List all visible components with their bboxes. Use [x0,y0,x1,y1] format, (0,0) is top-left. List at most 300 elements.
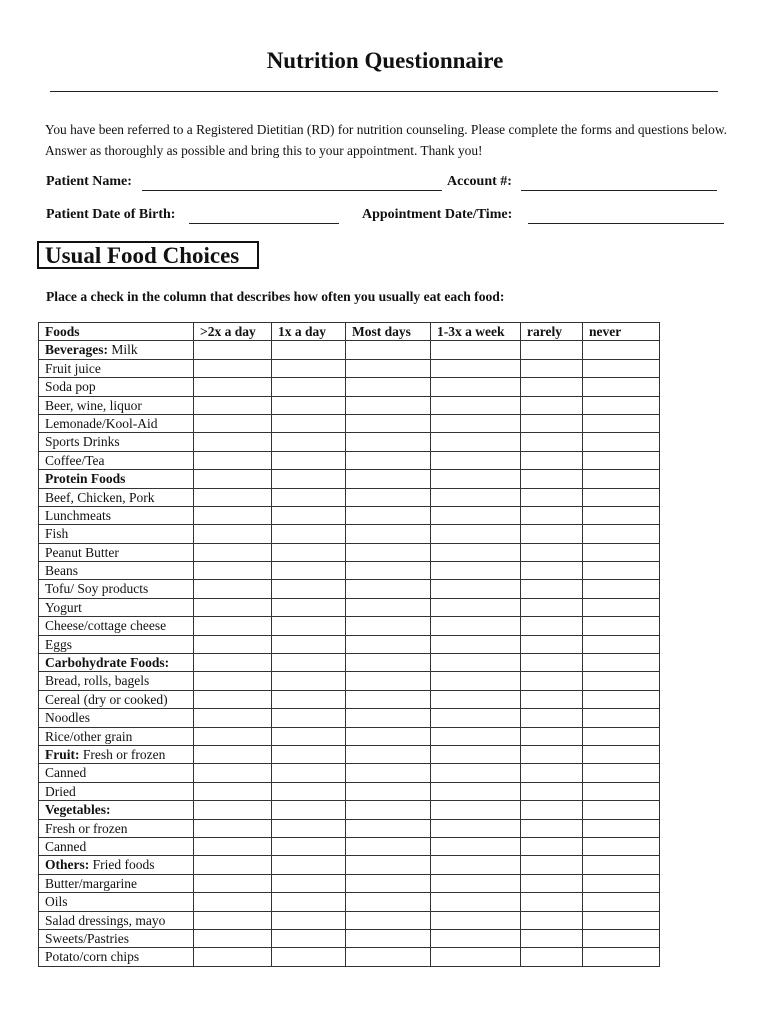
check-cell-rarely[interactable] [521,562,583,580]
food-name-cell [39,948,194,966]
check-cell-rarely[interactable] [521,837,583,855]
food-item-label: Milk [107,342,138,358]
check-cell-most-days[interactable] [346,874,431,892]
food-name-cell [39,580,194,598]
check-cell-1x-day[interactable] [272,506,346,524]
check-cell-never[interactable] [583,617,660,635]
check-cell-rarely[interactable] [521,635,583,653]
check-cell-2x-day[interactable] [194,837,272,855]
food-name-cell [39,598,194,616]
check-cell-2x-day[interactable] [194,635,272,653]
check-cell-1-3x-week[interactable] [431,414,521,432]
check-cell-never[interactable] [583,433,660,451]
table-row [39,506,660,524]
col-header-most-days: Most days [346,323,431,341]
check-cell-2x-day[interactable] [194,672,272,690]
check-cell-1x-day[interactable] [272,414,346,432]
check-cell-1x-day[interactable] [272,562,346,580]
check-cell-rarely[interactable] [521,396,583,414]
check-cell-1x-day[interactable] [272,543,346,561]
check-cell-1-3x-week[interactable] [431,911,521,929]
check-cell-most-days[interactable] [346,433,431,451]
check-cell-rarely[interactable] [521,506,583,524]
check-cell-rarely[interactable] [521,378,583,396]
food-category-label: Beverages: [45,342,108,358]
check-cell-most-days[interactable] [346,580,431,598]
check-cell-1-3x-week[interactable] [431,598,521,616]
check-cell-2x-day[interactable] [194,506,272,524]
check-cell-1x-day[interactable] [272,819,346,837]
col-header-1-3x-week: 1-3x a week [431,323,521,341]
check-cell-2x-day[interactable] [194,819,272,837]
check-cell-never[interactable] [583,598,660,616]
check-cell-1-3x-week[interactable] [431,837,521,855]
check-cell-2x-day[interactable] [194,617,272,635]
check-cell-rarely[interactable] [521,929,583,947]
food-category-label: Carbohydrate Foods: [45,655,170,671]
food-name-cell [39,470,194,488]
check-cell-most-days[interactable] [346,562,431,580]
check-cell-1-3x-week[interactable] [431,690,521,708]
table-row [39,801,660,819]
account-field[interactable] [521,190,717,191]
table-row [39,359,660,377]
dob-field[interactable] [189,223,339,224]
check-cell-most-days[interactable] [346,414,431,432]
check-cell-1x-day[interactable] [272,488,346,506]
food-name-cell [39,801,194,819]
check-cell-never[interactable] [583,543,660,561]
check-cell-1x-day[interactable] [272,617,346,635]
check-cell-most-days[interactable] [346,727,431,745]
check-cell-1-3x-week[interactable] [431,433,521,451]
check-cell-1x-day[interactable] [272,635,346,653]
food-item-label: Yogurt [45,599,82,615]
table-row [39,874,660,892]
check-cell-rarely[interactable] [521,598,583,616]
food-category-label: Vegetables: [45,802,111,818]
check-cell-2x-day[interactable] [194,856,272,874]
check-cell-1-3x-week[interactable] [431,341,521,359]
table-row [39,709,660,727]
check-cell-1-3x-week[interactable] [431,654,521,672]
check-cell-never[interactable] [583,856,660,874]
check-cell-never[interactable] [583,654,660,672]
appointment-field[interactable] [528,223,724,224]
check-cell-never[interactable] [583,727,660,745]
check-cell-1-3x-week[interactable] [431,470,521,488]
check-cell-1x-day[interactable] [272,654,346,672]
check-cell-1x-day[interactable] [272,837,346,855]
check-cell-most-days[interactable] [346,396,431,414]
check-cell-1-3x-week[interactable] [431,617,521,635]
table-row [39,819,660,837]
food-item-label: Cheese/cottage cheese [45,618,167,634]
check-cell-1-3x-week[interactable] [431,801,521,819]
check-cell-1x-day[interactable] [272,359,346,377]
table-instruction: Place a check in the column that describes how often you usually eat each food: [46,289,505,304]
check-cell-2x-day[interactable] [194,929,272,947]
food-item-label: Bread, rolls, bagels [45,673,150,689]
check-cell-1x-day[interactable] [272,801,346,819]
check-cell-never[interactable] [583,506,660,524]
check-cell-1x-day[interactable] [272,745,346,763]
food-item-label: Potato/corn chips [45,949,140,965]
check-cell-1x-day[interactable] [272,690,346,708]
check-cell-2x-day[interactable] [194,341,272,359]
check-cell-1-3x-week[interactable] [431,929,521,947]
table-row [39,341,660,359]
table-row [39,654,660,672]
check-cell-most-days[interactable] [346,856,431,874]
check-cell-never[interactable] [583,709,660,727]
check-cell-most-days[interactable] [346,635,431,653]
check-cell-1-3x-week[interactable] [431,672,521,690]
check-cell-2x-day[interactable] [194,433,272,451]
check-cell-rarely[interactable] [521,911,583,929]
check-cell-1-3x-week[interactable] [431,451,521,469]
dob-label: Patient Date of Birth: [46,207,176,222]
check-cell-rarely[interactable] [521,617,583,635]
check-cell-1-3x-week[interactable] [431,782,521,800]
food-name-cell [39,506,194,524]
check-cell-2x-day[interactable] [194,911,272,929]
check-cell-most-days[interactable] [346,543,431,561]
food-item-label: Oils [45,894,68,910]
table-row [39,837,660,855]
check-cell-2x-day[interactable] [194,580,272,598]
check-cell-1x-day[interactable] [272,929,346,947]
food-item-label: Beans [45,563,78,579]
check-cell-never[interactable] [583,929,660,947]
check-cell-2x-day[interactable] [194,378,272,396]
food-item-label: Fresh or frozen [79,746,166,762]
check-cell-most-days[interactable] [346,470,431,488]
check-cell-2x-day[interactable] [194,782,272,800]
check-cell-never[interactable] [583,414,660,432]
check-cell-1x-day[interactable] [272,598,346,616]
check-cell-most-days[interactable] [346,929,431,947]
check-cell-rarely[interactable] [521,764,583,782]
check-cell-1-3x-week[interactable] [431,819,521,837]
check-cell-1x-day[interactable] [272,580,346,598]
check-cell-1x-day[interactable] [272,341,346,359]
check-cell-never[interactable] [583,470,660,488]
food-item-label: Fish [45,526,69,542]
check-cell-most-days[interactable] [346,837,431,855]
check-cell-rarely[interactable] [521,525,583,543]
food-item-label: Canned [45,838,87,854]
check-cell-rarely[interactable] [521,874,583,892]
check-cell-most-days[interactable] [346,764,431,782]
check-cell-most-days[interactable] [346,488,431,506]
check-cell-1-3x-week[interactable] [431,359,521,377]
check-cell-1-3x-week[interactable] [431,874,521,892]
food-name-cell [39,451,194,469]
check-cell-1-3x-week[interactable] [431,635,521,653]
check-cell-never[interactable] [583,764,660,782]
check-cell-rarely[interactable] [521,801,583,819]
check-cell-never[interactable] [583,874,660,892]
food-name-cell [39,764,194,782]
table-row [39,543,660,561]
check-cell-most-days[interactable] [346,893,431,911]
food-category-label: Fruit: [45,746,80,762]
check-cell-rarely[interactable] [521,856,583,874]
table-row [39,470,660,488]
food-item-label: Coffee/Tea [45,452,105,468]
title-divider [50,91,718,92]
check-cell-1-3x-week[interactable] [431,745,521,763]
food-category-label: Protein Foods [45,471,126,487]
check-cell-1x-day[interactable] [272,378,346,396]
food-name-cell [39,488,194,506]
check-cell-2x-day[interactable] [194,709,272,727]
check-cell-most-days[interactable] [346,911,431,929]
food-item-label: Sports Drinks [45,434,120,450]
check-cell-rarely[interactable] [521,433,583,451]
food-item-label: Canned [45,765,87,781]
check-cell-most-days[interactable] [346,598,431,616]
check-cell-rarely[interactable] [521,690,583,708]
check-cell-rarely[interactable] [521,580,583,598]
check-cell-rarely[interactable] [521,488,583,506]
food-name-cell [39,837,194,855]
check-cell-1x-day[interactable] [272,727,346,745]
check-cell-most-days[interactable] [346,654,431,672]
check-cell-2x-day[interactable] [194,893,272,911]
check-cell-never[interactable] [583,837,660,855]
check-cell-1-3x-week[interactable] [431,543,521,561]
check-cell-never[interactable] [583,451,660,469]
check-cell-1x-day[interactable] [272,764,346,782]
check-cell-1x-day[interactable] [272,782,346,800]
check-cell-1-3x-week[interactable] [431,764,521,782]
table-row [39,378,660,396]
check-cell-most-days[interactable] [346,709,431,727]
check-cell-1-3x-week[interactable] [431,562,521,580]
check-cell-1x-day[interactable] [272,856,346,874]
check-cell-most-days[interactable] [346,801,431,819]
check-cell-never[interactable] [583,378,660,396]
col-header-2x-day: >2x a day [194,323,272,341]
check-cell-2x-day[interactable] [194,488,272,506]
table-row [39,948,660,966]
food-name-cell [39,617,194,635]
check-cell-never[interactable] [583,801,660,819]
check-cell-2x-day[interactable] [194,654,272,672]
check-cell-1-3x-week[interactable] [431,378,521,396]
check-cell-most-days[interactable] [346,690,431,708]
food-name-cell [39,819,194,837]
check-cell-1-3x-week[interactable] [431,727,521,745]
food-item-label: Rice/other grain [45,728,133,744]
food-item-label: Fresh or frozen [45,820,128,836]
food-category-label: Others: [45,857,90,873]
check-cell-never[interactable] [583,782,660,800]
table-row [39,451,660,469]
check-cell-most-days[interactable] [346,672,431,690]
account-label: Account #: [447,174,512,189]
food-item-label: Dried [45,783,76,799]
check-cell-rarely[interactable] [521,672,583,690]
check-cell-rarely[interactable] [521,782,583,800]
food-name-cell [39,433,194,451]
check-cell-2x-day[interactable] [194,562,272,580]
check-cell-1-3x-week[interactable] [431,525,521,543]
check-cell-1-3x-week[interactable] [431,856,521,874]
check-cell-rarely[interactable] [521,709,583,727]
col-header-foods: Foods [39,323,194,341]
check-cell-never[interactable] [583,635,660,653]
food-name-cell [39,672,194,690]
check-cell-1x-day[interactable] [272,451,346,469]
check-cell-rarely[interactable] [521,893,583,911]
food-name-cell [39,562,194,580]
check-cell-2x-day[interactable] [194,764,272,782]
check-cell-rarely[interactable] [521,341,583,359]
check-cell-rarely[interactable] [521,819,583,837]
check-cell-rarely[interactable] [521,470,583,488]
check-cell-never[interactable] [583,911,660,929]
check-cell-2x-day[interactable] [194,525,272,543]
intro-paragraph: You have been referred to a Registered Dietitian (RD) for nutrition counseling. Please complete the forms and questions below. Answer as thoroughly as possible and bring this to your appointment. Thank you! [45,122,727,158]
check-cell-never[interactable] [583,525,660,543]
table-row [39,414,660,432]
check-cell-2x-day[interactable] [194,690,272,708]
table-row [39,727,660,745]
check-cell-2x-day[interactable] [194,451,272,469]
check-cell-most-days[interactable] [346,506,431,524]
check-cell-most-days[interactable] [346,525,431,543]
check-cell-1-3x-week[interactable] [431,580,521,598]
check-cell-2x-day[interactable] [194,359,272,377]
table-row [39,525,660,543]
check-cell-rarely[interactable] [521,359,583,377]
check-cell-2x-day[interactable] [194,745,272,763]
check-cell-1x-day[interactable] [272,525,346,543]
food-name-cell [39,525,194,543]
check-cell-most-days[interactable] [346,819,431,837]
col-header-rarely: rarely [521,323,583,341]
food-name-cell [39,727,194,745]
table-row [39,764,660,782]
table-row [39,745,660,763]
check-cell-most-days[interactable] [346,617,431,635]
col-header-1x-day: 1x a day [272,323,346,341]
food-name-cell [39,911,194,929]
check-cell-1x-day[interactable] [272,709,346,727]
table-row [39,617,660,635]
check-cell-2x-day[interactable] [194,727,272,745]
check-cell-most-days[interactable] [346,378,431,396]
check-cell-1x-day[interactable] [272,893,346,911]
check-cell-rarely[interactable] [521,727,583,745]
check-cell-never[interactable] [583,819,660,837]
table-row [39,562,660,580]
check-cell-never[interactable] [583,580,660,598]
check-cell-rarely[interactable] [521,451,583,469]
food-item-label: Tofu/ Soy products [45,581,149,597]
food-item-label: Lemonade/Kool-Aid [45,415,158,431]
check-cell-never[interactable] [583,359,660,377]
table-row [39,488,660,506]
check-cell-never[interactable] [583,948,660,966]
check-cell-2x-day[interactable] [194,801,272,819]
check-cell-2x-day[interactable] [194,543,272,561]
check-cell-never[interactable] [583,893,660,911]
check-cell-never[interactable] [583,672,660,690]
section-title: Usual Food Choices [37,241,259,269]
food-item-label: Salad dressings, mayo [45,912,166,928]
check-cell-2x-day[interactable] [194,874,272,892]
check-cell-1-3x-week[interactable] [431,506,521,524]
check-cell-rarely[interactable] [521,543,583,561]
food-name-cell [39,856,194,874]
check-cell-1x-day[interactable] [272,874,346,892]
check-cell-1x-day[interactable] [272,396,346,414]
check-cell-1-3x-week[interactable] [431,488,521,506]
check-cell-2x-day[interactable] [194,414,272,432]
food-item-label: Soda pop [45,379,96,395]
check-cell-most-days[interactable] [346,745,431,763]
food-item-label: Lunchmeats [45,507,111,523]
check-cell-2x-day[interactable] [194,470,272,488]
check-cell-2x-day[interactable] [194,598,272,616]
patient-name-field[interactable] [142,190,442,191]
check-cell-rarely[interactable] [521,414,583,432]
check-cell-1x-day[interactable] [272,470,346,488]
food-name-cell [39,414,194,432]
check-cell-never[interactable] [583,488,660,506]
check-cell-1-3x-week[interactable] [431,948,521,966]
check-cell-never[interactable] [583,690,660,708]
check-cell-most-days[interactable] [346,782,431,800]
check-cell-1x-day[interactable] [272,911,346,929]
check-cell-1x-day[interactable] [272,433,346,451]
check-cell-1-3x-week[interactable] [431,709,521,727]
food-frequency-table [38,322,660,967]
check-cell-rarely[interactable] [521,745,583,763]
check-cell-1x-day[interactable] [272,948,346,966]
food-item-label: Noodles [45,710,90,726]
food-name-cell [39,341,194,359]
check-cell-2x-day[interactable] [194,948,272,966]
table-row [39,580,660,598]
check-cell-most-days[interactable] [346,451,431,469]
check-cell-most-days[interactable] [346,948,431,966]
check-cell-rarely[interactable] [521,948,583,966]
check-cell-1-3x-week[interactable] [431,396,521,414]
check-cell-1x-day[interactable] [272,672,346,690]
table-row [39,635,660,653]
check-cell-rarely[interactable] [521,654,583,672]
check-cell-never[interactable] [583,341,660,359]
food-item-label: Butter/margarine [45,875,137,891]
table-row [39,893,660,911]
check-cell-2x-day[interactable] [194,396,272,414]
check-cell-never[interactable] [583,396,660,414]
check-cell-most-days[interactable] [346,359,431,377]
check-cell-never[interactable] [583,562,660,580]
check-cell-never[interactable] [583,745,660,763]
check-cell-most-days[interactable] [346,341,431,359]
food-name-cell [39,635,194,653]
food-name-cell [39,709,194,727]
table-row [39,396,660,414]
food-name-cell [39,378,194,396]
check-cell-1-3x-week[interactable] [431,893,521,911]
